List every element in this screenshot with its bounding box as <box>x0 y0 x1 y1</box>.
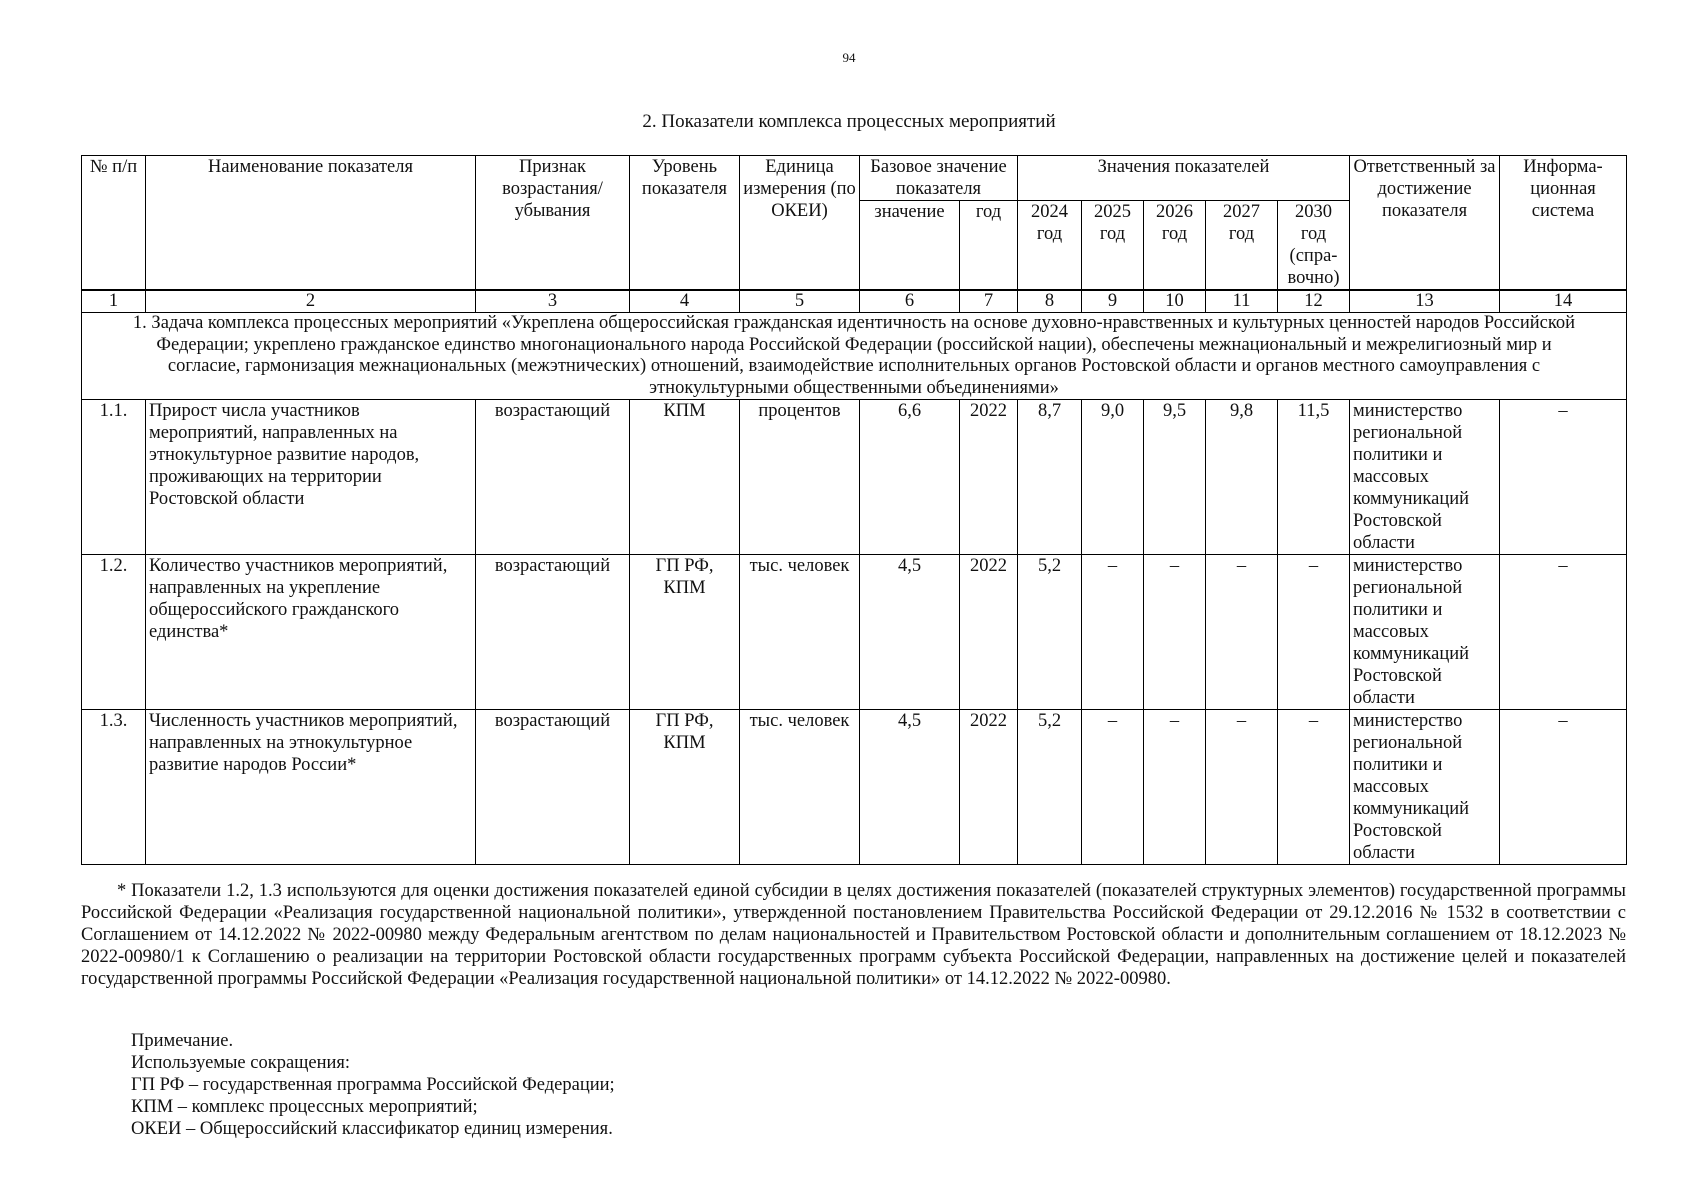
column-number: 10 <box>1144 290 1206 313</box>
column-number: 3 <box>476 290 630 313</box>
row-value-2026: – <box>1144 555 1206 710</box>
column-number: 1 <box>82 290 146 313</box>
table-row <box>82 400 1627 555</box>
row-base-value: 4,5 <box>860 555 960 710</box>
header-year-2026: 2026 год <box>1144 201 1206 291</box>
header-trend: Признак возрастания/ убывания <box>476 156 630 291</box>
column-number: 7 <box>960 290 1018 313</box>
column-number: 13 <box>1350 290 1500 313</box>
header-values: Значения показателей <box>1018 156 1350 201</box>
header-year-2025: 2025 год <box>1082 201 1144 291</box>
row-responsible: министерство региональной политики и массовых коммуникаций Ростовской области <box>1350 555 1500 710</box>
table-row <box>82 710 1627 865</box>
header-base-value: значение <box>860 201 960 291</box>
header-level: Уровень показателя <box>630 156 740 291</box>
note-item: ОКЕИ – Общероссийский классификатор единиц измерения. <box>131 1119 613 1139</box>
row-level: ГП РФ, КПМ <box>630 710 740 865</box>
row-value-2027: 9,8 <box>1206 400 1278 555</box>
header-name: Наименование показателя <box>146 156 476 291</box>
row-name: Количество участников мероприятий, направленных на укрепление общероссийского гражданского единства* <box>146 555 476 710</box>
row-value-2024: 5,2 <box>1018 710 1082 865</box>
row-value-2025: – <box>1082 555 1144 710</box>
row-value-2027: – <box>1206 555 1278 710</box>
column-number: 14 <box>1500 290 1627 313</box>
task-row <box>82 313 1627 400</box>
row-system: – <box>1500 555 1627 710</box>
row-trend: возрастающий <box>476 400 630 555</box>
note-item: КПМ – комплекс процессных мероприятий; <box>131 1097 478 1117</box>
row-base-year: 2022 <box>960 555 1018 710</box>
row-value-2025: 9,0 <box>1082 400 1144 555</box>
header-row-1 <box>82 156 1627 201</box>
note-title: Примечание. <box>131 1031 234 1051</box>
column-number: 5 <box>740 290 860 313</box>
column-number: 11 <box>1206 290 1278 313</box>
row-value-2025: – <box>1082 710 1144 865</box>
row-name: Прирост числа участников мероприятий, направленных на этнокультурное развитие народов, проживающих на территории Ростовской области <box>146 400 476 555</box>
row-unit: тыс. человек <box>740 555 860 710</box>
column-number: 8 <box>1018 290 1082 313</box>
row-value-2026: 9,5 <box>1144 400 1206 555</box>
header-base: Базовое значение показателя <box>860 156 1018 201</box>
page-number: 94 <box>842 50 856 65</box>
table-title: 2. Показатели комплекса процессных мероприятий <box>642 111 1056 132</box>
footnote: * Показатели 1.2, 1.3 используются для оценки достижения показателей единой субсидии в целях достижения показателей (показателей структурных элементов) государственной программы Российской Федерации «Реализация государственной национальной политики», утвержденной постановлением Правительства Российской Федерации от 29.12.2016 № 1532 в соответствии с Соглашением от 14.12.2022 № 2022-00980 между Федеральным агентством по делам национальностей и Правительством Ростовской области и дополнительным соглашением от 18.12.2023 № 2022-00980/1 к Соглашению о реализации на территории Ростовской области государственных программ субъекта Российской Федерации, направленных на достижение целей и показателей государственной программы Российской Федерации «Реализация государственной национальной политики» от 14.12.2022 № 2022-00980. <box>81 881 1626 989</box>
header-year-2030: 2030 год (спра-вочно) <box>1278 201 1350 291</box>
table-row <box>82 555 1627 710</box>
note-item: ГП РФ – государственная программа Российской Федерации; <box>131 1075 615 1095</box>
row-value-2026: – <box>1144 710 1206 865</box>
row-base-year: 2022 <box>960 710 1018 865</box>
row-base-year: 2022 <box>960 400 1018 555</box>
row-num: 1.3. <box>82 710 146 865</box>
row-responsible: министерство региональной политики и массовых коммуникаций Ростовской области <box>1350 710 1500 865</box>
row-value-2030: – <box>1278 710 1350 865</box>
note-subtitle: Используемые сокращения: <box>131 1053 351 1073</box>
column-number: 6 <box>860 290 960 313</box>
row-value-2030: – <box>1278 555 1350 710</box>
column-number: 12 <box>1278 290 1350 313</box>
row-num: 1.1. <box>82 400 146 555</box>
column-number: 9 <box>1082 290 1144 313</box>
row-system: – <box>1500 400 1627 555</box>
row-system: – <box>1500 710 1627 865</box>
row-base-value: 4,5 <box>860 710 960 865</box>
header-system: Информа-ционная система <box>1500 156 1627 291</box>
row-responsible: министерство региональной политики и массовых коммуникаций Ростовской области <box>1350 400 1500 555</box>
header-responsible: Ответственный за достижение показателя <box>1350 156 1500 291</box>
row-base-value: 6,6 <box>860 400 960 555</box>
row-trend: возрастающий <box>476 710 630 865</box>
row-level: ГП РФ, КПМ <box>630 555 740 710</box>
row-value-2024: 8,7 <box>1018 400 1082 555</box>
row-value-2027: – <box>1206 710 1278 865</box>
header-year-2027: 2027 год <box>1206 201 1278 291</box>
row-level: КПМ <box>630 400 740 555</box>
header-base-year: год <box>960 201 1018 291</box>
indicators-table <box>81 155 1627 865</box>
row-value-2030: 11,5 <box>1278 400 1350 555</box>
task-text: 1. Задача комплекса процессных мероприятий «Укреплена общероссийская гражданская идентичность на основе духовно-нравственных и культурных ценностей народов Российской Федерации; укреплено гражданское единство многонационального народа Российской Федерации (российской нации), обеспечены межнациональный и межрелигиозный мир и согласие, гармонизация межнациональных (межэтнических) отношений, взаимодействие исполнительных органов Ростовской области и органов местного самоуправления с этнокультурными общественными объединениями» <box>82 313 1627 400</box>
abbreviations-note <box>131 1030 1531 1140</box>
row-num: 1.2. <box>82 555 146 710</box>
header-unit: Единица измерения (по ОКЕИ) <box>740 156 860 291</box>
column-number-row <box>82 290 1627 313</box>
header-year-2024: 2024 год <box>1018 201 1082 291</box>
header-num: № п/п <box>82 156 146 291</box>
row-unit: процентов <box>740 400 860 555</box>
column-number: 2 <box>146 290 476 313</box>
row-value-2024: 5,2 <box>1018 555 1082 710</box>
column-number: 4 <box>630 290 740 313</box>
row-trend: возрастающий <box>476 555 630 710</box>
row-name: Численность участников мероприятий, направленных на этнокультурное развитие народов России* <box>146 710 476 865</box>
row-unit: тыс. человек <box>740 710 860 865</box>
